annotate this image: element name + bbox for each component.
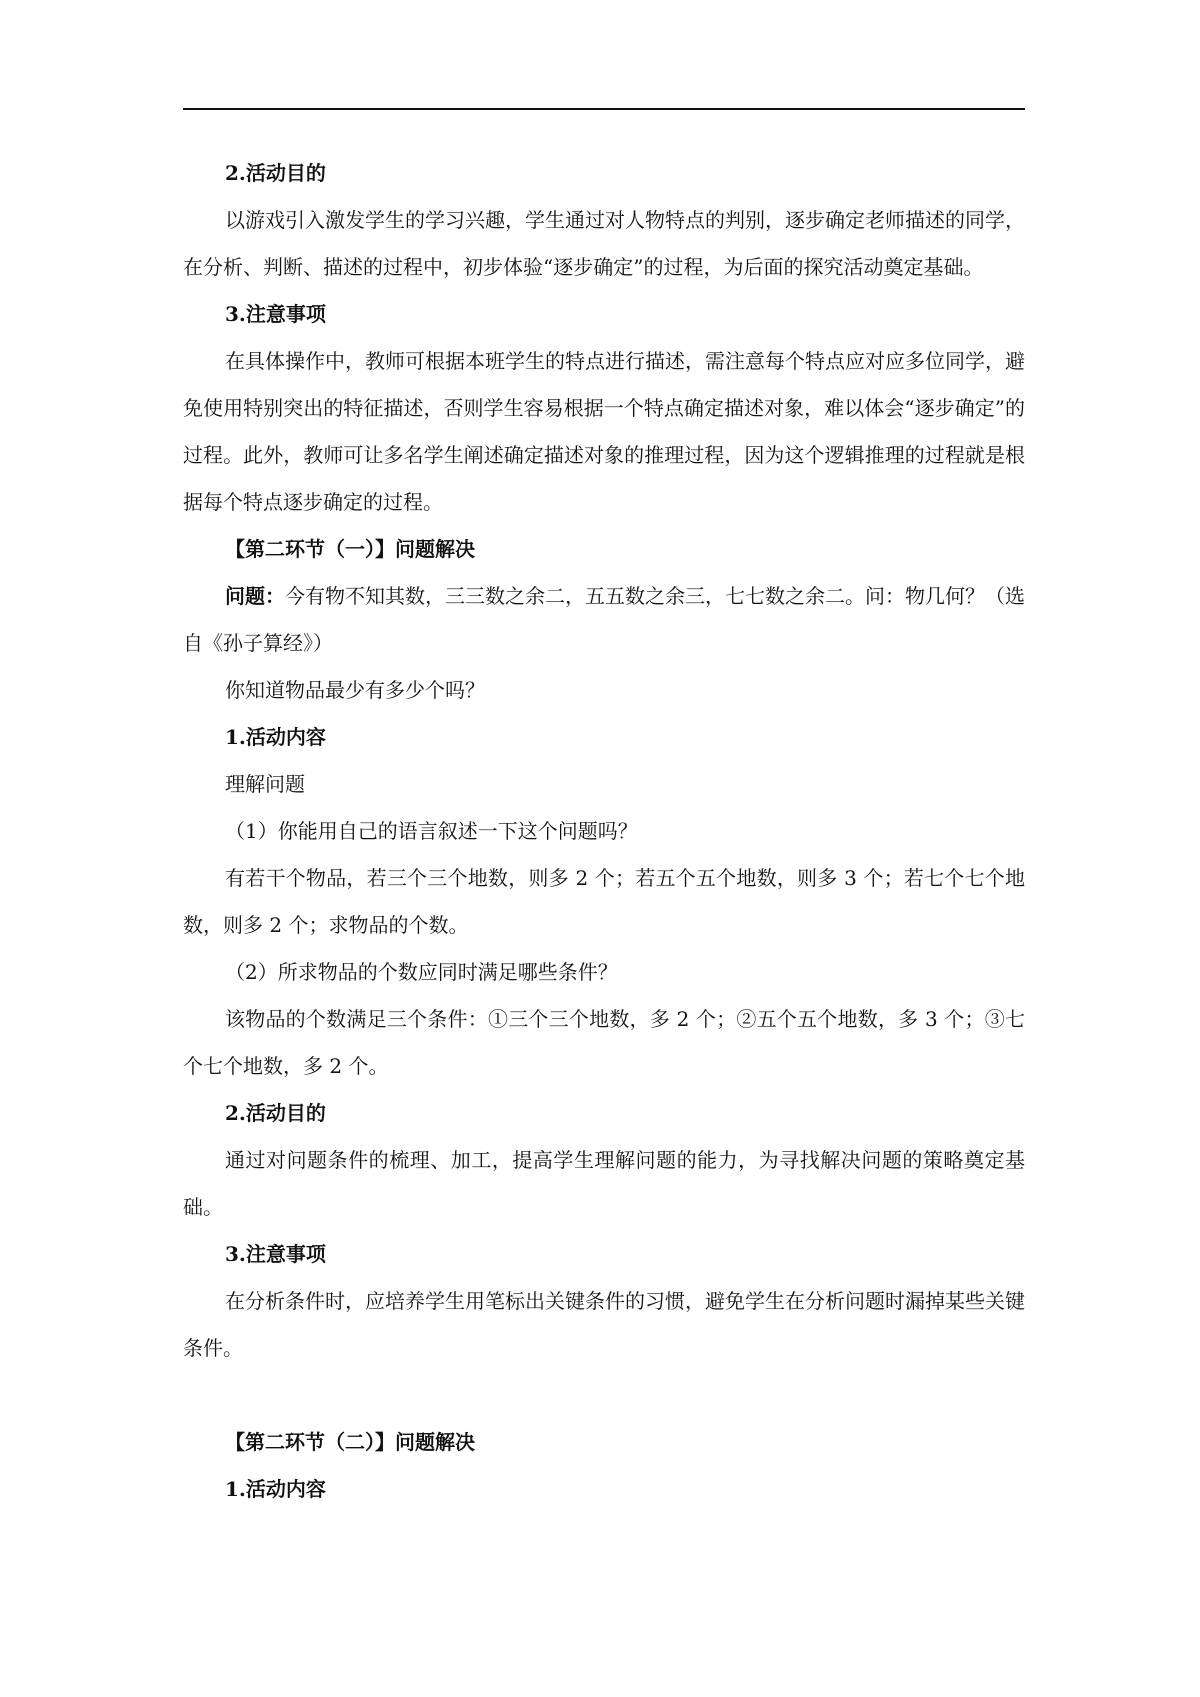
paragraph: 理解问题 [225,772,305,796]
heading-activity-purpose: 2.活动目的 [225,1101,326,1125]
document-body [183,150,1025,1513]
problem-paragraph [183,573,1025,667]
paragraph: 以游戏引入激发学生的学习兴趣，学生通过对人物特点的判别，逐步确定老师描述的同学，在分析、判断、描述的过程中，初步体验“逐步确定”的过程，为后面的探究活动奠定基础。 [183,208,1025,279]
heading-activity-content: 1.活动内容 [225,1477,326,1501]
problem-label: 问题： [225,584,285,608]
question-1: （1）你能用自己的语言叙述一下这个问题吗？ [225,819,638,843]
heading-activity-purpose: 2.活动目的 [225,161,326,185]
heading-activity-content: 1.活动内容 [225,725,326,749]
paragraph: 通过对问题条件的梳理、加工，提高学生理解问题的能力，为寻找解决问题的策略奠定基础。 [183,1148,1025,1219]
heading-notes: 3.注意事项 [225,302,326,326]
question-2: （2）所求物品的个数应同时满足哪些条件？ [225,960,618,984]
section-heading: 【第二环节（二）】问题解决 [225,1430,475,1454]
paragraph: 该物品的个数满足三个条件：①三个三个地数，多 2 个；②五个五个地数，多 3 个；③七个七个地数，多 2 个。 [183,1007,1025,1078]
heading-notes: 3.注意事项 [225,1242,326,1266]
section-heading: 【第二环节（一）】问题解决 [225,537,475,561]
paragraph: 有若干个物品，若三个三个地数，则多 2 个；若五个五个地数，则多 3 个；若七个七个地数，则多 2 个；求物品的个数。 [183,866,1025,937]
problem-text: 今有物不知其数，三三数之余二，五五数之余三，七七数之余二。问：物几何？（选自《孙子算经》） [183,584,1025,655]
paragraph: 你知道物品最少有多少个吗？ [225,678,485,702]
paragraph: 在具体操作中，教师可根据本班学生的特点进行描述，需注意每个特点应对应多位同学，避免使用特别突出的特征描述，否则学生容易根据一个特点确定描述对象，难以体会“逐步确定”的过程。此外，教师可让多名学生阐述确定描述对象的推理过程，因为这个逻辑推理的过程就是根据每个特点逐步确定的过程。 [183,349,1025,514]
header-rule [183,108,1025,110]
paragraph: 在分析条件时，应培养学生用笔标出关键条件的习惯，避免学生在分析问题时漏掉某些关键条件。 [183,1289,1025,1360]
